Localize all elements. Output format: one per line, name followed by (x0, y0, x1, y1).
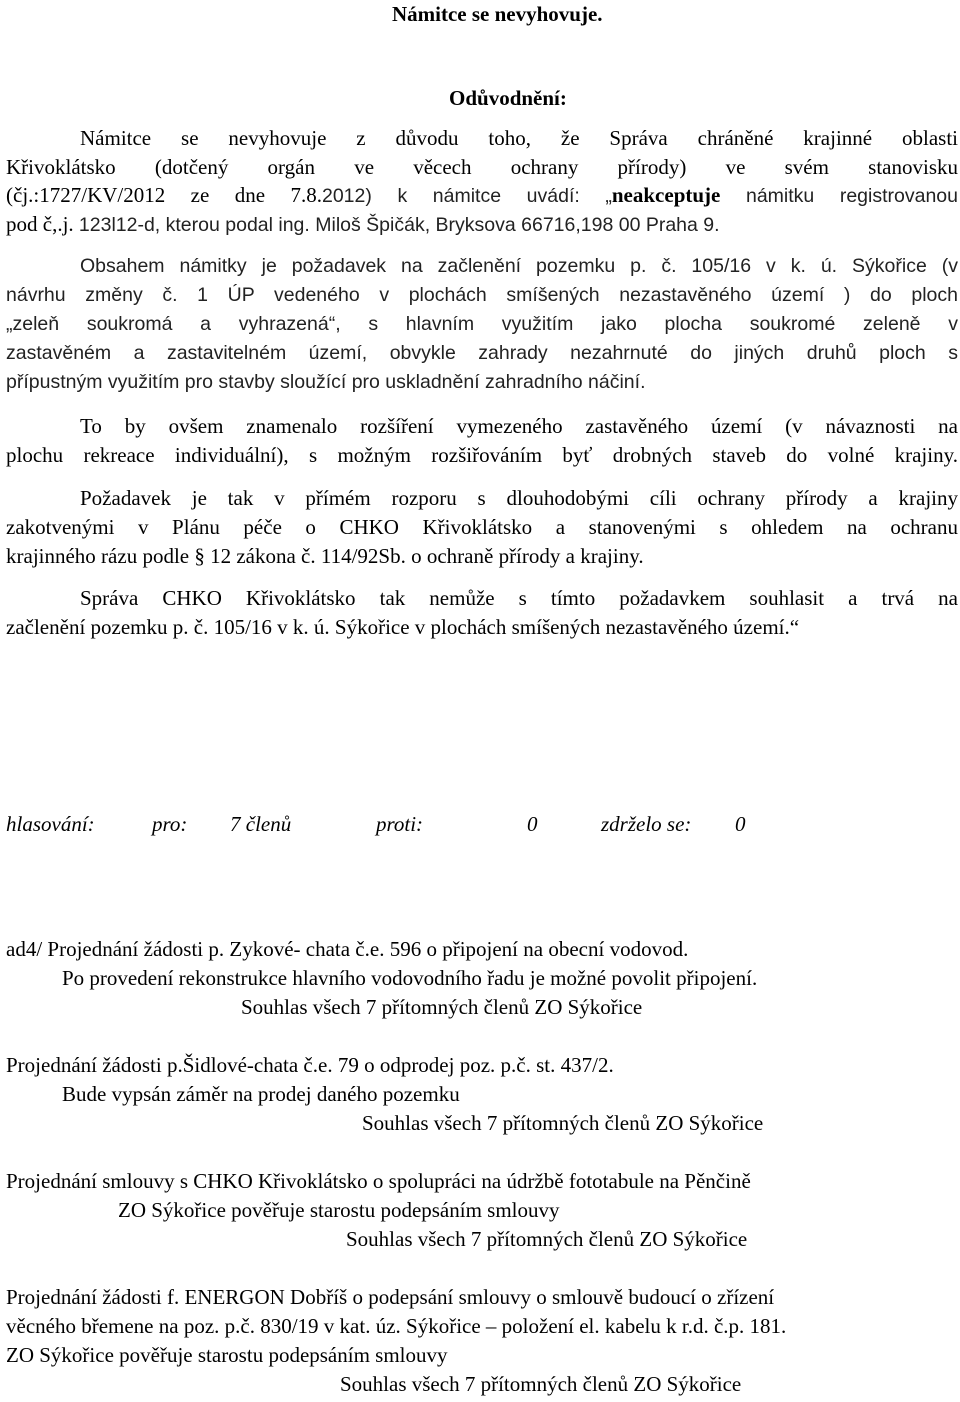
p3-line2: plochu rekreace individuální), s možným rozšiřováním byť drobných staveb do volné krajiny. (6, 443, 958, 467)
item3-detail: ZO Sýkořice pověřuje starostu podepsáním smlouvy (118, 1198, 560, 1222)
p4-line3: krajinného rázu podle § 12 zákona č. 114/92Sb. o ochraně přírody a krajiny. (6, 544, 644, 568)
p2-line3: „zeleň soukromá a vyhrazená“, s hlavním využitím jako plocha soukromé zeleně v (6, 313, 958, 335)
p1-emphasis: neakceptuje (611, 183, 721, 207)
p1-reference: (čj.:1727/KV/2012 ze dne 7.8. (6, 183, 322, 207)
p2-line4: zastavěném a zastavitelném území, obvykle zahrady nezahrnuté do jiných druhů ploch s (6, 342, 958, 364)
p1-line2: Křivoklátsko (dotčený orgán ve věcech ochrany přírody) ve svém stanovisku (6, 155, 958, 179)
item3-title: Projednání smlouvy s CHKO Křivoklátsko o spolupráci na údržbě fototabule na Pěnčině (6, 1169, 751, 1193)
p1-line3 (6, 183, 958, 208)
item4-line2: věcného břemene na poz. p.č. 830/19 v kat. úz. Sýkořice – položení el. kabelu k r.d. č.p. 181. (6, 1314, 787, 1338)
item2-title: Projednání žádosti p.Šidlové-chata č.e. 79 o odprodej poz. p.č. st. 437/2. (6, 1053, 614, 1077)
p5-line2: začlenění pozemku p. č. 105/16 v k. ú. Sýkořice v plochách smíšených nezastavěného území.“ (6, 615, 800, 639)
vote-label: hlasování: (6, 812, 95, 836)
item4-line3: ZO Sýkořice pověřuje starostu podepsáním smlouvy (6, 1343, 448, 1367)
ad4-approval: Souhlas všech 7 přítomných členů ZO Sýkořice (241, 995, 643, 1019)
vote-zdrzelo-value: 0 (735, 812, 746, 836)
p2-line1: Obsahem námitky je požadavek na začlenění pozemku p. č. 105/16 v k. ú. Sýkořice (v (80, 255, 958, 277)
ad4-title: ad4/ Projednání žádosti p. Zykové- chata č.e. 596 o připojení na obecní vodovod. (6, 937, 689, 961)
p1-line4 (6, 212, 720, 237)
ad4-detail: Po provedení rekonstrukce hlavního vodovodního řadu je možné povolit připojení. (62, 966, 758, 990)
p4-line2: zakotvenými v Plánu péče o CHKO Křivoklátsko a stanovenými s ohledem na ochranu (6, 515, 958, 539)
p1-statement: 2012) k námitce uvádí: „ (321, 185, 612, 207)
vote-proti-label: proti: (376, 812, 424, 836)
vote-proti-value: 0 (527, 812, 538, 836)
p1-statement-end: námitku registrovanou (720, 185, 958, 207)
p1-line1: Námitce se nevyhovuje z důvodu toho, že Správa chráněné krajinné oblasti (80, 126, 958, 150)
vote-zdrzelo-label: zdrželo se: (601, 812, 692, 836)
resolution-heading: Námitce se nevyhovuje. (392, 2, 603, 26)
p2-line5: přípustným využitím pro stavby sloužící pro uskladnění zahradního náčiní. (6, 371, 646, 393)
item2-approval: Souhlas všech 7 přítomných členů ZO Sýkořice (362, 1111, 764, 1135)
item2-detail: Bude vypsán záměr na prodej daného pozemku (62, 1082, 460, 1106)
reasoning-heading: Odůvodnění: (449, 86, 567, 110)
p5-line1: Správa CHKO Křivoklátsko tak nemůže s tímto požadavkem souhlasit a trvá na (80, 586, 958, 610)
p3-line1: To by ovšem znamenalo rozšíření vymezeného zastavěného území (v návaznosti na (80, 414, 958, 438)
p1-ref-label: pod č,.j. (6, 212, 79, 236)
item4-line1: Projednání žádosti f. ENERGON Dobříš o podepsání smlouvy o smlouvě budoucí o zřízení (6, 1285, 775, 1309)
p1-objector: 123l12-d, kterou podal ing. Miloš Špičák, Bryksova 66716,198 00 Praha 9. (78, 214, 720, 236)
vote-pro-label: pro: (152, 812, 188, 836)
item3-approval: Souhlas všech 7 přítomných členů ZO Sýkořice (346, 1227, 748, 1251)
p2-line2: návrhu změny č. 1 ÚP vedeného v plochách smíšených nezastavěného území ) do ploch (6, 284, 958, 306)
p4-line1: Požadavek je tak v přímém rozporu s dlouhodobými cíli ochrany přírody a krajiny (80, 486, 958, 510)
vote-pro-value: 7 členů (230, 812, 292, 836)
item4-approval: Souhlas všech 7 přítomných členů ZO Sýkořice (340, 1372, 742, 1396)
